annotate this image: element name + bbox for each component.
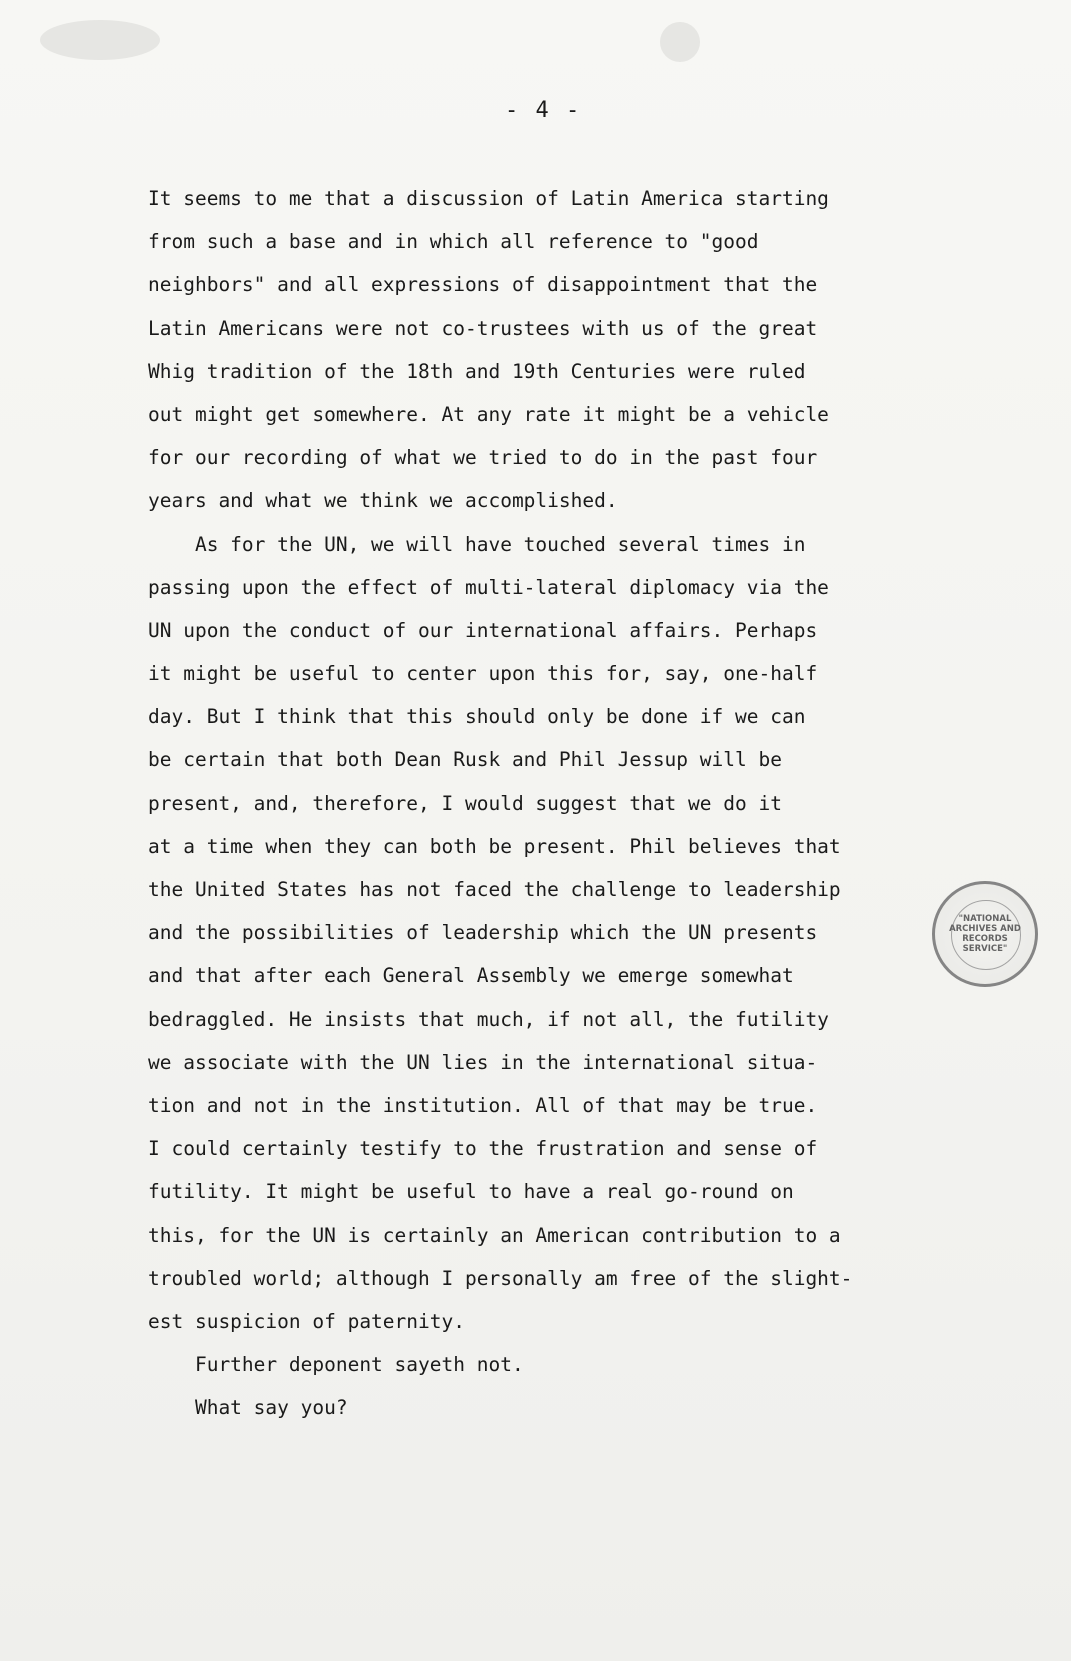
text-line: this, for the UN is certainly an American contribution to a <box>148 1223 841 1247</box>
text-line: Latin Americans were not co-trustees with us of the great <box>148 316 818 340</box>
text-line: UN upon the conduct of our international affairs. Perhaps <box>148 618 818 642</box>
text-line: be certain that both Dean Rusk and Phil Jessup will be <box>148 748 782 772</box>
text-line: years and what we think we accomplished. <box>148 489 618 513</box>
text-line: I could certainly testify to the frustration and sense of <box>148 1137 818 1161</box>
text-line: present, and, therefore, I would suggest that we do it <box>148 791 782 815</box>
letter-body <box>148 177 928 1429</box>
text-line: for our recording of what we tried to do in the past four <box>148 446 818 470</box>
text-line: and the possibilities of leadership which the UN presents <box>148 921 818 945</box>
archives-stamp-icon <box>932 881 1038 987</box>
text-line: bedraggled. He insists that much, if not all, the futility <box>148 1007 829 1031</box>
paper-smudge <box>40 20 160 60</box>
text-line: the United States has not faced the challenge to leadership <box>148 878 841 901</box>
text-line: Whig tradition of the 18th and 19th Centuries were ruled <box>148 359 806 383</box>
text-line: passing upon the effect of multi-lateral diplomacy via the <box>148 575 829 599</box>
text-line: neighbors" and all expressions of disappointment that the <box>148 273 818 297</box>
text-line: tion and not in the institution. All of that may be true. <box>148 1093 818 1117</box>
text-line: Further deponent sayeth not. <box>148 1353 524 1377</box>
text-line: troubled world; although I personally am free of the slight- <box>148 1266 853 1290</box>
text-line: est suspicion of paternity. <box>148 1309 465 1333</box>
text-line: out might get somewhere. At any rate it might be a vehicle <box>148 402 829 426</box>
stamp-text: "NATIONAL ARCHIVES AND RECORDS SERVICE" <box>949 914 1021 954</box>
text-line: As for the UN, we will have touched several times in <box>148 532 806 556</box>
page-number: - 4 - <box>505 98 582 123</box>
text-line: it might be useful to center upon this for, say, one-half <box>148 662 818 686</box>
text-line: from such a base and in which all reference to "good <box>148 230 759 254</box>
text-line: we associate with the UN lies in the international situa- <box>148 1050 818 1074</box>
text-line: at a time when they can both be present. Phil believes that <box>148 834 841 858</box>
text-line: day. But I think that this should only be done if we can <box>148 705 806 729</box>
text-line: What say you? <box>148 1396 348 1420</box>
text-line: futility. It might be useful to have a real go-round on <box>148 1180 794 1204</box>
text-line: It seems to me that a discussion of Latin America starting <box>148 187 829 210</box>
text-line: and that after each General Assembly we emerge somewhat <box>148 964 794 988</box>
paper-smudge <box>660 22 700 62</box>
